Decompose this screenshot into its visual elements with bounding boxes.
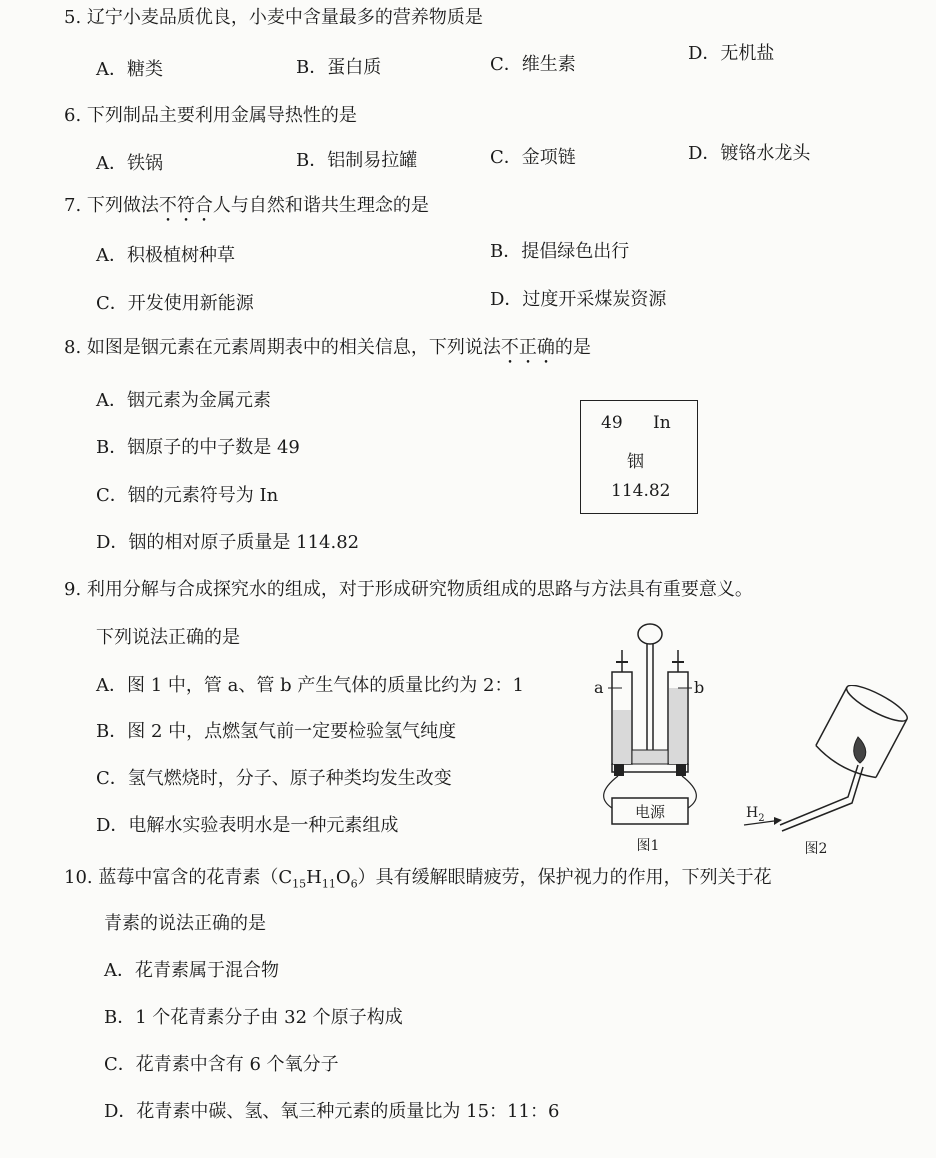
connector-water bbox=[632, 750, 668, 764]
question-5-stem bbox=[64, 6, 483, 30]
gas-tube-inner bbox=[782, 767, 863, 831]
wire-right bbox=[682, 776, 696, 808]
gas-arrow-head bbox=[774, 817, 782, 825]
beaker-side-left bbox=[816, 687, 847, 745]
question-7-stem bbox=[64, 194, 429, 226]
flame bbox=[854, 737, 866, 763]
question-10-stem-line2: 青素的说法正确的是 bbox=[104, 913, 266, 934]
option-b: B．1 个花青素分子由 32 个原子构成 bbox=[104, 1007, 403, 1028]
formula-subscript-c: 15 bbox=[292, 877, 307, 891]
question-text-after: 的是 bbox=[554, 337, 591, 358]
option-c: C．氢气燃烧时，分子、原子种类均发生改变 bbox=[96, 768, 452, 789]
question-8-stem bbox=[64, 336, 591, 368]
element-name: 铟 bbox=[627, 452, 644, 472]
question-text-before: 蓝莓中富含的花青素（C bbox=[98, 867, 293, 888]
option-b: B．铟原子的中子数是 49 bbox=[96, 437, 300, 458]
question-text-before: 如图是铟元素在元素周期表中的相关信息，下列说法 bbox=[86, 337, 501, 358]
option-a: A．图 1 中，管 a、管 b 产生气体的质量比约为 2：1 bbox=[96, 675, 524, 696]
tube-a-label: a bbox=[594, 678, 604, 697]
formula-o: O bbox=[335, 867, 351, 888]
option-c: C．金项链 bbox=[490, 147, 576, 168]
question-number: 9. bbox=[64, 579, 82, 600]
option-d: D．镀铬水龙头 bbox=[688, 143, 811, 164]
option-d: D．电解水实验表明水是一种元素组成 bbox=[96, 815, 399, 836]
question-10-stem-line1 bbox=[64, 866, 772, 897]
atomic-mass: 114.82 bbox=[611, 481, 671, 501]
question-text: 下列制品主要利用金属导热性的是 bbox=[86, 105, 357, 126]
question-number: 5. bbox=[64, 7, 82, 28]
option-c: C．花青素中含有 6 个氧分子 bbox=[104, 1054, 339, 1075]
question-text: 利用分解与合成探究水的组成，对于形成研究物质组成的思路与方法具有重要意义。 bbox=[86, 579, 753, 600]
question-number: 6. bbox=[64, 105, 82, 126]
electrode-left bbox=[614, 764, 624, 776]
question-6-stem bbox=[64, 104, 357, 128]
figure-2-caption: 图2 bbox=[804, 841, 828, 857]
option-c: C．铟的元素符号为 In bbox=[96, 485, 279, 506]
atomic-number: 49 bbox=[601, 413, 623, 433]
question-text: 辽宁小麦品质优良，小麦中含量最多的营养物质是 bbox=[86, 7, 483, 28]
wire-left bbox=[604, 776, 618, 808]
question-9-stem-line1 bbox=[64, 578, 753, 602]
option-a: A．铁锅 bbox=[96, 153, 163, 174]
option-b: B．图 2 中，点燃氢气前一定要检验氢气纯度 bbox=[96, 721, 457, 742]
option-a: A．铟元素为金属元素 bbox=[96, 390, 271, 411]
question-9-stem-line2: 下列说法正确的是 bbox=[96, 627, 240, 648]
question-number: 8. bbox=[64, 337, 82, 358]
question-text-emphasis: 不符合 bbox=[158, 195, 213, 216]
beaker bbox=[813, 685, 910, 783]
question-text-emphasis: 不正确 bbox=[500, 337, 555, 358]
option-b: B．提倡绿色出行 bbox=[490, 241, 630, 262]
formula-subscript-o: 6 bbox=[350, 877, 358, 891]
question-text-before: 下列做法 bbox=[86, 195, 159, 216]
option-a: A．糖类 bbox=[96, 59, 163, 80]
beaker-rim bbox=[843, 685, 910, 727]
electrode-right bbox=[676, 764, 686, 776]
option-a: A．积极植树种草 bbox=[96, 245, 235, 266]
option-d: D．铟的相对原子质量是 114.82 bbox=[96, 532, 360, 553]
option-d: D．无机盐 bbox=[688, 43, 775, 64]
funnel-bulb bbox=[638, 624, 662, 644]
option-c: C．开发使用新能源 bbox=[96, 293, 254, 314]
question-number: 10. bbox=[64, 867, 93, 888]
option-b: B．蛋白质 bbox=[296, 57, 382, 78]
option-d: D．花青素中碳、氢、氧三种元素的质量比为 15：11：6 bbox=[104, 1101, 560, 1122]
gas-label: $H_2$ bbox=[746, 805, 765, 824]
element-symbol: In bbox=[653, 413, 671, 433]
option-a: A．花青素属于混合物 bbox=[104, 960, 279, 981]
formula-h: H bbox=[306, 867, 322, 888]
option-b: B．铝制易拉罐 bbox=[296, 150, 418, 171]
figure-2-hydrogen-combustion bbox=[740, 685, 910, 865]
question-text-after: 人与自然和谐共生理念的是 bbox=[212, 195, 429, 216]
question-text-after: ）具有缓解眼睛疲劳，保护视力的作用，下列关于花 bbox=[357, 867, 772, 888]
periodic-table-cell bbox=[580, 400, 698, 514]
tube-a-water bbox=[613, 710, 631, 764]
tube-label-leaders bbox=[600, 680, 700, 700]
option-c: C．维生素 bbox=[490, 54, 576, 75]
formula-subscript-h: 11 bbox=[321, 877, 336, 891]
beaker-bottom bbox=[813, 746, 876, 783]
figure-1-caption: 图1 bbox=[636, 838, 660, 854]
question-number: 7. bbox=[64, 195, 82, 216]
tube-b-label: b bbox=[694, 678, 705, 697]
option-d: D．过度开采煤炭资源 bbox=[490, 289, 667, 310]
figure-1-electrolysis bbox=[590, 600, 720, 860]
power-label: 电源 bbox=[634, 803, 666, 821]
beaker-side-right bbox=[876, 719, 907, 777]
